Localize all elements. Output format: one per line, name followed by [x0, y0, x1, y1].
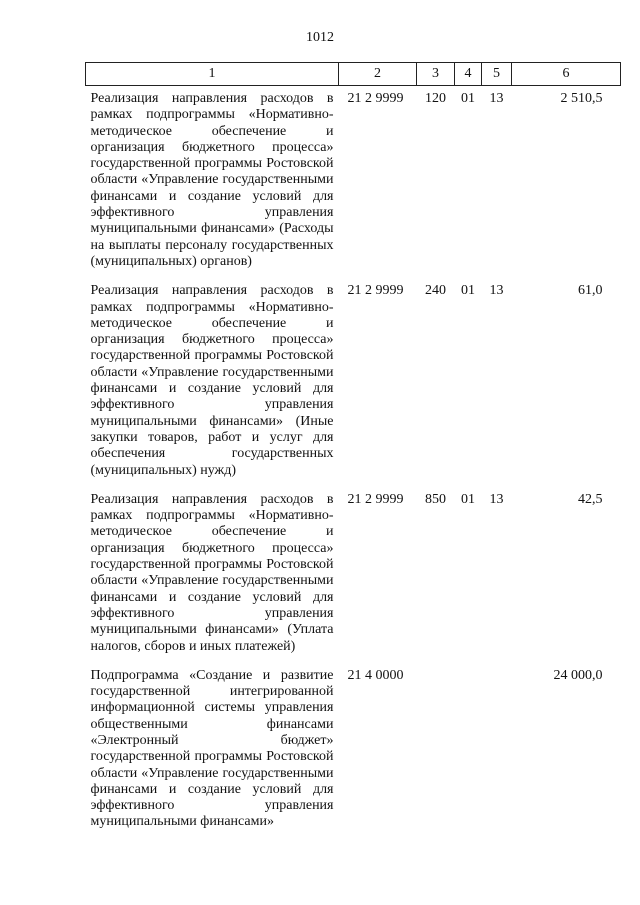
column-header-6: 6 — [512, 63, 621, 86]
row-expense-type: 240 — [425, 283, 446, 299]
row-section: 01 — [461, 283, 475, 299]
table-row — [86, 86, 621, 279]
column-header-1: 1 — [86, 63, 339, 86]
row-expense-type — [417, 663, 455, 839]
row-section: 01 — [461, 91, 475, 106]
table-row — [86, 487, 621, 663]
row-subsection: 13 — [489, 91, 504, 106]
row-description: Подпрограмма «Создание и развитие государственной интегрированной информационной системы управления общественными финансами «Электронный бюджет» государственной программы Ростовской области «Управление государственными финансами и создание условий для эффективного управления муниципальными финансами» — [90, 667, 334, 830]
row-amount: 24 000,0 — [553, 667, 603, 683]
row-target-article: 21 2 9999 — [347, 491, 404, 507]
row-target-article: 21 2 9999 — [347, 283, 404, 299]
table-row — [86, 278, 621, 487]
row-description: Реализация направления расходов в рамках подпрограммы «Нормативно-методическое обеспечение и организация бюджетного процесса» государственной программы Ростовской области «Управление государственными финансами и создание условий для эффективного управления муниципальными финансами» (Иные закупки товаров, работ и услуг для обеспечения государственных (муниципальных) нужд) — [90, 283, 334, 478]
column-header-3: 3 — [417, 63, 455, 86]
table-header — [86, 63, 621, 86]
column-header-5: 5 — [482, 63, 512, 86]
row-target-article: 21 4 0000 — [347, 667, 404, 683]
column-header-2: 2 — [339, 63, 417, 86]
row-amount: 42,5 — [578, 491, 603, 507]
table-row — [86, 663, 621, 839]
row-section — [455, 663, 482, 839]
row-amount: 61,0 — [578, 283, 603, 299]
budget-table — [85, 62, 621, 839]
table-body — [86, 86, 621, 839]
row-expense-type: 120 — [425, 91, 446, 106]
column-header-4: 4 — [455, 63, 482, 86]
row-description: Реализация направления расходов в рамках подпрограммы «Нормативно-методическое обеспечение и организация бюджетного процесса» государственной программы Ростовской области «Управление государственными финансами и создание условий для эффективного управления муниципальными финансами» (Уплата налогов, сборов и иных платежей) — [90, 491, 334, 654]
header-row — [86, 63, 621, 86]
row-amount: 2 510,5 — [560, 91, 603, 106]
row-description: Реализация направления расходов в рамках подпрограммы «Нормативно-методическое обеспечение и организация бюджетного процесса» государственной программы Ростовской области «Управление государственными финансами и создание условий для эффективного управления муниципальными финансами» (Расходы на выплаты персоналу государственных (муниципальных) органов) — [90, 91, 334, 269]
row-subsection: 13 — [489, 283, 504, 299]
page-number: 1012 — [306, 30, 334, 45]
row-section: 01 — [461, 491, 475, 507]
row-expense-type: 850 — [425, 491, 446, 507]
row-subsection: 13 — [489, 491, 504, 507]
row-target-article: 21 2 9999 — [347, 91, 404, 106]
row-subsection — [482, 663, 512, 839]
